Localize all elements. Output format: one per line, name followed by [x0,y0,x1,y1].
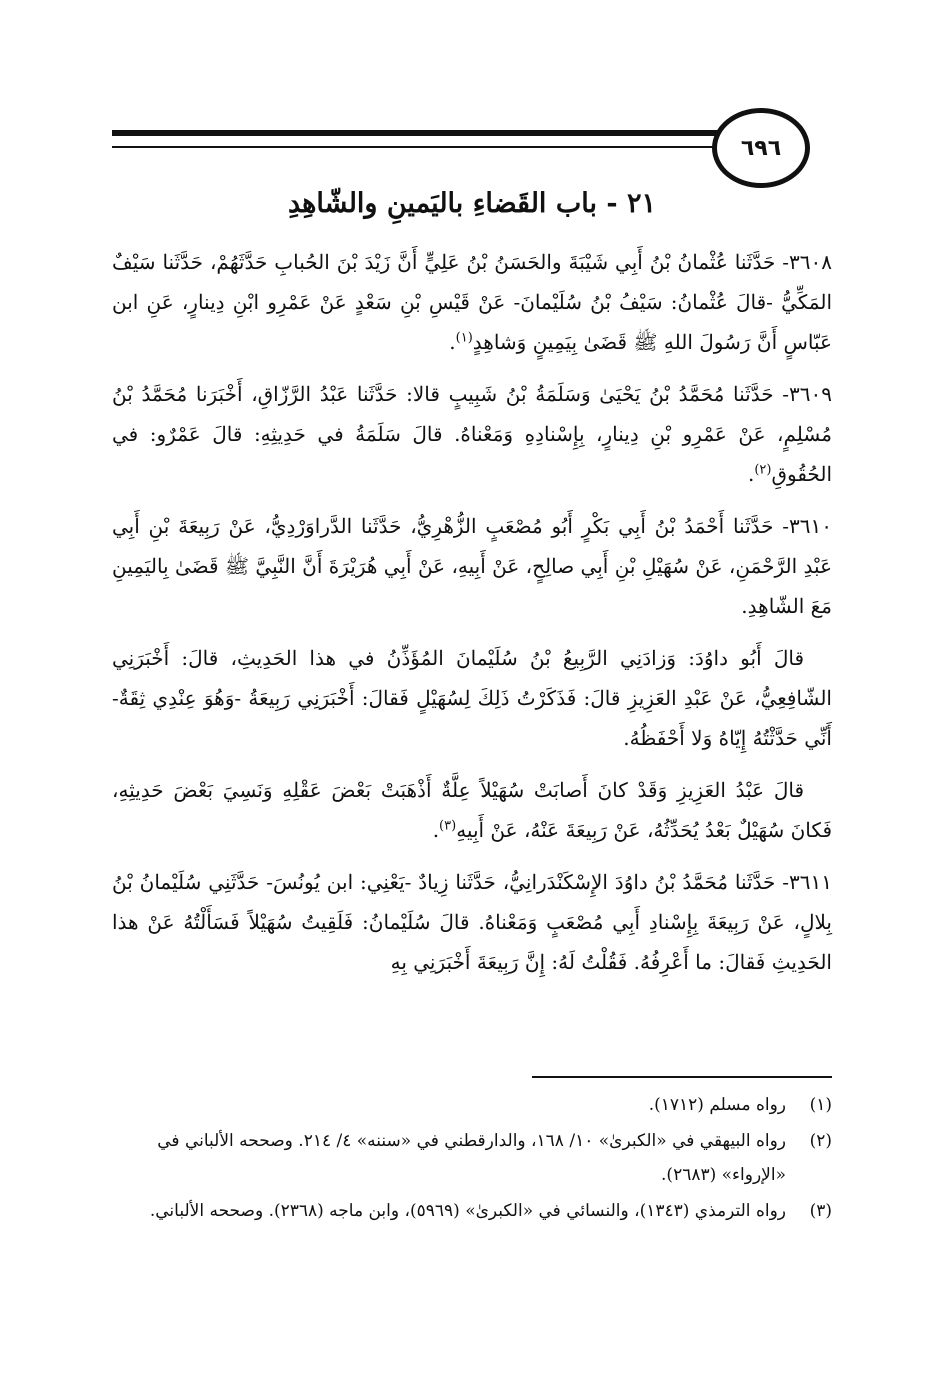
paragraph-text: ٣٦١١- حَدَّثَنا مُحَمَّدُ بْنُ داوُدَ الإِسْكَنْدَرانِيُّ، حَدَّثَنا زِيادٌ -يَعْنِي: ابن يُونُسَ- حَدَّثَنِي سُلَيْمانُ بْنُ بِلالٍ، عَنْ رَبِيعَةَ بِإِسْنادِ أَبِي مُصْعَبٍ وَمَعْناهُ. قالَ سُلَيْمانُ: فَلَقِيتُ سُهَيْلاً فَسَأَلْتُهُ عَنْ هذا الحَدِيثِ فَقالَ: ما أَعْرِفُهُ. فَقُلْتُ لَهُ: إِنَّ رَبِيعَةَ أَخْبَرَنِي بِهِ [112,870,833,974]
footnote-ref[interactable]: (٣) [439,818,457,834]
chapter-title: ٢١ - باب القَضاءِ باليَمينِ والشّاهِدِ [287,188,657,219]
header-rule-thick [112,130,762,136]
abu-dawud-comment [112,638,832,758]
paragraph-text: ٣٦١٠- حَدَّثَنا أَحْمَدُ بْنُ أَبِي بَكْرٍ أَبُو مُصْعَبٍ الزُّهْرِيُّ، حَدَّثَنا الدَّراوَرْدِيُّ، عَنْ رَبِيعَةَ بْنِ أَبِي عَبْدِ الرَّحْمَنِ، عَنْ سُهَيْلِ بْنِ أَبِي صالِحٍ، عَنْ أَبِيهِ، عَنْ أَبِي هُرَيْرَةَ أَنَّ النَّبِيَّ ﷺ قَضَىٰ بِاليَمِينِ مَعَ الشّاهِدِ. [112,514,832,618]
paragraph-end: . [449,330,456,354]
footnote-text: رواه الترمذي (١٣٤٣)، والنسائي في «الكبرىٰ» (٥٩٦٩)، وابن ماجه (٢٣٦٨). وصححه الألباني. [149,1201,786,1221]
paragraph-text: قالَ عَبْدُ العَزِيزِ وَقَدْ كانَ أَصابَتْ سُهَيْلاً عِلَّةٌ أَذْهَبَتْ بَعْضَ عَقْلِهِ وَنَسِيَ بَعْضَ حَدِيثِهِ، فَكانَ سُهَيْلٌ بَعْدُ يُحَدِّثُهُ، عَنْ رَبِيعَةَ عَنْهُ، عَنْ أَبِيهِ [112,778,832,842]
footnote-number: (١) [809,1095,832,1115]
page-number: ٦٩٦ [740,135,782,161]
paragraph-text: ٣٦٠٨- حَدَّثَنا عُثْمانُ بْنُ أَبِي شَيْبَةَ والحَسَنُ بْنُ عَلِيٍّ أَنَّ زَيْدَ بْنَ الحُبابِ حَدَّثَهُمْ، حَدَّثَنا سَيْفٌ المَكِّيُّ -قالَ عُثْمانُ: سَيْفُ بْنُ سُلَيْمانَ- عَنْ قَيْسِ بْنِ سَعْدٍ عَنْ عَمْرِو ابْنِ دِينارٍ، عَنِ ابن عَبّاسٍ أَنَّ رَسُولَ اللهِ ﷺ قَضَىٰ بِيَمِينٍ وَشاهِدٍ [112,250,832,354]
footnote-number: (٢) [809,1131,832,1151]
footnote-1 [112,1088,832,1122]
footnote-ref[interactable]: (١) [455,330,473,346]
footnote-separator [532,1076,832,1078]
hadith-3608 [112,242,832,362]
footnote-3 [112,1194,832,1228]
hadith-3611 [112,862,832,982]
paragraph-end: . [747,462,755,486]
hadith-3609 [112,374,832,494]
paragraph-end: . [432,818,440,842]
hadith-3610 [112,506,832,626]
main-text [112,242,832,994]
abdulaziz-comment [112,770,832,850]
paragraph-text: قالَ أَبُو داوُدَ: وَزادَنِي الرَّبِيعُ بْنُ سُلَيْمانَ المُؤَذِّنُ في هذا الحَدِيثِ، قالَ: أَخْبَرَنِي الشّافِعِيُّ، عَنْ عَبْدِ العَزِيزِ قالَ: فَذَكَرْتُ ذَلِكَ لِسُهَيْلٍ فَقالَ: أَخْبَرَنِي رَبِيعَةُ -وَهُوَ عِنْدِي ثِقَةٌ- أَنِّي حَدَّثْتُهُ إِيّاهُ وَلا أَحْفَظُهُ. [112,646,832,750]
header-rule-thin [112,146,762,148]
footnotes [112,1088,832,1230]
footnote-number: (٣) [809,1201,832,1221]
footnote-text: رواه مسلم (١٧١٢). [648,1095,786,1115]
paragraph-text: ٣٦٠٩- حَدَّثَنا مُحَمَّدُ بْنُ يَحْيَىٰ وَسَلَمَةُ بْنُ شَبِيبٍ قالا: حَدَّثَنا عَبْدُ الرَّزّاقِ، أَخْبَرَنا مُحَمَّدُ بْنُ مُسْلِمٍ، عَنْ عَمْرِو بْنِ دِينارٍ، بِإِسْنادِهِ وَمَعْناهُ. قالَ سَلَمَةُ في حَدِيثِهِ: قالَ عَمْرٌو: في الحُقُوقِ [112,382,832,486]
footnote-2 [112,1124,832,1192]
page-number-badge [712,108,810,188]
footnote-text: رواه البيهقي في «الكبرىٰ» ١٠/ ١٦٨، والدارقطني في «سننه» ٤/ ٢١٤. وصححه الألباني في «الإرواء» (٢٦٨٣). [157,1131,786,1185]
footnote-ref[interactable]: (٢) [754,462,772,478]
